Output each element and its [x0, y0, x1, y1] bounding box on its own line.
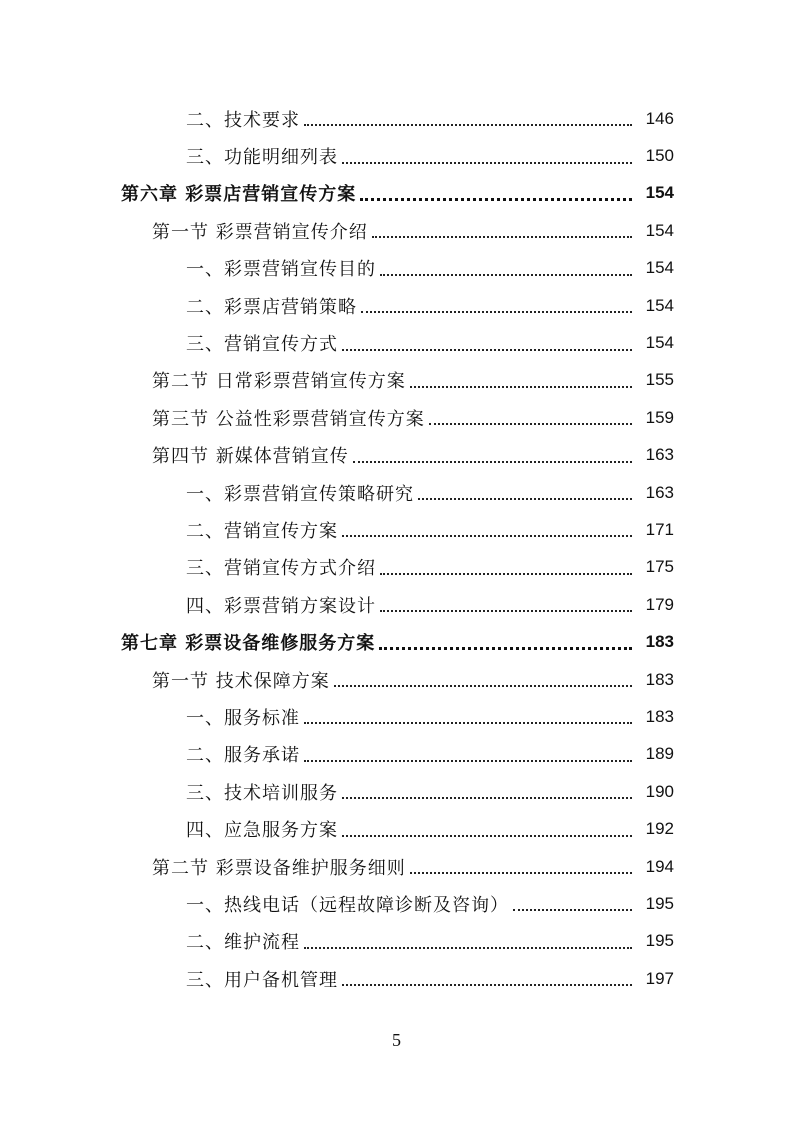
dot-leader — [380, 609, 632, 612]
toc-entry[interactable] — [0, 848, 674, 885]
toc-entry-page: 194 — [645, 856, 674, 876]
dot-leader — [372, 235, 632, 238]
toc-entry-page: 190 — [645, 781, 674, 801]
dot-leader — [342, 348, 632, 351]
dot-leader — [353, 460, 632, 463]
toc-entry-title: 第四节 新媒体营销宣传 — [152, 442, 353, 468]
toc-entry-title: 三、功能明细列表 — [186, 143, 342, 169]
toc-entry[interactable] — [0, 100, 674, 137]
toc-entry[interactable] — [0, 511, 674, 548]
toc-entry-page: 154 — [645, 258, 674, 278]
dot-leader — [361, 310, 632, 313]
dot-leader — [513, 908, 632, 911]
dot-leader — [304, 759, 632, 762]
toc-entry[interactable] — [0, 175, 674, 212]
toc-entry-title: 一、彩票营销宣传策略研究 — [186, 480, 418, 506]
toc-entry-title: 二、服务承诺 — [186, 741, 304, 767]
toc-entry-page: 195 — [645, 893, 674, 913]
toc-entry-title: 第七章 彩票设备维修服务方案 — [121, 629, 379, 655]
toc-entry[interactable] — [0, 885, 674, 922]
toc-entry[interactable] — [0, 698, 674, 735]
toc-entry-page: 163 — [645, 482, 674, 502]
toc-entry-title: 三、技术培训服务 — [186, 779, 342, 805]
toc-entry-page: 146 — [645, 108, 674, 128]
toc-entry[interactable] — [0, 661, 674, 698]
toc-entry-title: 二、维护流程 — [186, 928, 304, 954]
toc-entry-title: 第二节 日常彩票营销宣传方案 — [152, 367, 410, 393]
toc-entry-page: 154 — [645, 220, 674, 240]
toc-entry-page: 192 — [645, 819, 674, 839]
toc-entry-title: 一、彩票营销宣传目的 — [186, 255, 380, 281]
toc-entry-page: 189 — [645, 744, 674, 764]
dot-leader — [342, 161, 632, 164]
dot-leader — [304, 721, 632, 724]
toc-entry-page: 183 — [645, 706, 674, 726]
toc-entry[interactable] — [0, 474, 674, 511]
toc-entry[interactable] — [0, 437, 674, 474]
toc-entry-title: 四、彩票营销方案设计 — [186, 592, 380, 618]
dot-leader — [342, 983, 632, 986]
toc-entry-page: 183 — [645, 632, 674, 652]
toc-entry[interactable] — [0, 623, 674, 660]
toc-entry[interactable] — [0, 212, 674, 249]
dot-leader — [380, 572, 632, 575]
toc-entry-page: 179 — [645, 594, 674, 614]
toc-entry[interactable] — [0, 137, 674, 174]
toc-entry-title: 第三节 公益性彩票营销宣传方案 — [152, 405, 429, 431]
toc-entry[interactable] — [0, 960, 674, 997]
toc-entry[interactable] — [0, 549, 674, 586]
toc-entry-title: 第一节 技术保障方案 — [152, 667, 334, 693]
dot-leader — [380, 273, 632, 276]
toc-entry-title: 第六章 彩票店营销宣传方案 — [121, 180, 360, 206]
toc-entry[interactable] — [0, 362, 674, 399]
toc-entry-page: 154 — [645, 333, 674, 353]
dot-leader — [410, 385, 632, 388]
toc-entry[interactable] — [0, 287, 674, 324]
toc-entry-title: 一、服务标准 — [186, 704, 304, 730]
toc-entry-title: 四、应急服务方案 — [186, 816, 342, 842]
dot-leader — [360, 197, 632, 201]
toc-entry-title: 二、技术要求 — [186, 106, 304, 132]
toc-entry-page: 197 — [645, 968, 674, 988]
toc-entry-page: 175 — [645, 557, 674, 577]
dot-leader — [342, 534, 632, 537]
dot-leader — [304, 946, 632, 949]
dot-leader — [304, 123, 632, 126]
toc-entry-page: 171 — [645, 519, 674, 539]
toc-entry-page: 163 — [645, 445, 674, 465]
toc-entry-title: 三、营销宣传方式介绍 — [186, 554, 380, 580]
toc-entry[interactable] — [0, 810, 674, 847]
dot-leader — [418, 497, 632, 500]
toc-entry-page: 155 — [645, 370, 674, 390]
toc-entry[interactable] — [0, 736, 674, 773]
toc-entry[interactable] — [0, 399, 674, 436]
toc-entry-title: 二、彩票店营销策略 — [186, 293, 361, 319]
toc-entry[interactable] — [0, 250, 674, 287]
toc-entry[interactable] — [0, 324, 674, 361]
dot-leader — [379, 646, 632, 650]
toc-entry-title: 三、营销宣传方式 — [186, 330, 342, 356]
page-number: 5 — [392, 1030, 401, 1050]
toc-entry-title: 二、营销宣传方案 — [186, 517, 342, 543]
toc-entry[interactable] — [0, 773, 674, 810]
dot-leader — [342, 834, 632, 837]
dot-leader — [410, 871, 632, 874]
dot-leader — [334, 684, 632, 687]
dot-leader — [429, 422, 632, 425]
toc-entry-page: 195 — [645, 931, 674, 951]
toc-entry-page: 183 — [645, 669, 674, 689]
toc-entry-title: 第二节 彩票设备维护服务细则 — [152, 854, 410, 880]
toc-entry-title: 一、热线电话（远程故障诊断及咨询） — [186, 891, 513, 917]
toc-entry[interactable] — [0, 923, 674, 960]
toc-entry-title: 第一节 彩票营销宣传介绍 — [152, 218, 372, 244]
toc-entry-page: 150 — [645, 146, 674, 166]
table-of-contents — [0, 100, 793, 997]
toc-entry-page: 159 — [645, 407, 674, 427]
toc-entry-page: 154 — [645, 183, 674, 203]
toc-entry-title: 三、用户备机管理 — [186, 966, 342, 992]
toc-entry-page: 154 — [645, 295, 674, 315]
toc-entry[interactable] — [0, 586, 674, 623]
dot-leader — [342, 796, 632, 799]
